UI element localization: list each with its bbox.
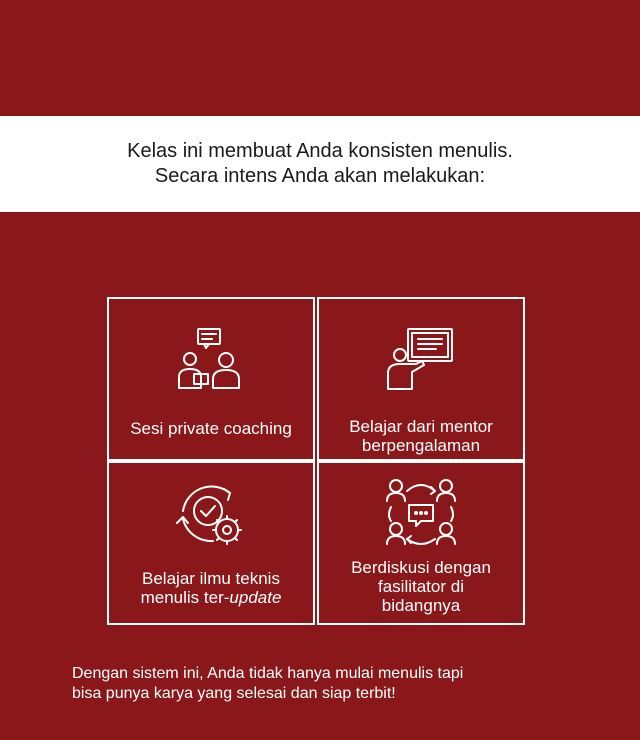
coaching-icon [176,327,246,391]
feature-technical-writing [107,461,315,625]
intro-line-2: Secara intens Anda akan melakukan: [154,165,486,187]
feature-label-line: fasilitator di [378,577,464,596]
feature-label-line: Berdiskusi dengan [351,558,491,577]
feature-label-emphasis: update [229,588,282,607]
feature-label [115,419,307,438]
feature-label-line: berpengalaman [361,436,481,455]
discussion-network-icon [385,477,457,549]
feature-label-line: Sesi private coaching [130,419,292,438]
intro-line-1: Kelas ini membuat Anda konsisten menulis. [127,140,513,162]
closing-line-1: Dengan sistem ini, Anda tidak hanya mulai menulis tapi [72,665,464,682]
closing-text [72,664,592,704]
feature-label [325,558,517,615]
feature-private-coaching [107,297,315,461]
intro-banner [0,116,640,212]
closing-line-2: bisa punya karya yang selesai dan siap terbit! [72,685,396,702]
feature-label-line: bidangnya [381,596,461,615]
mentor-presentation-icon [386,327,456,391]
update-gear-icon [175,477,247,549]
feature-label-line: menulis ter- [140,588,230,607]
features-grid [107,297,525,625]
feature-label-line: Belajar ilmu teknis [142,569,280,588]
feature-label-line: Belajar dari mentor [349,417,493,436]
feature-label [115,569,307,607]
feature-discussion [317,461,525,625]
feature-mentor [317,297,525,461]
feature-label [325,417,517,455]
